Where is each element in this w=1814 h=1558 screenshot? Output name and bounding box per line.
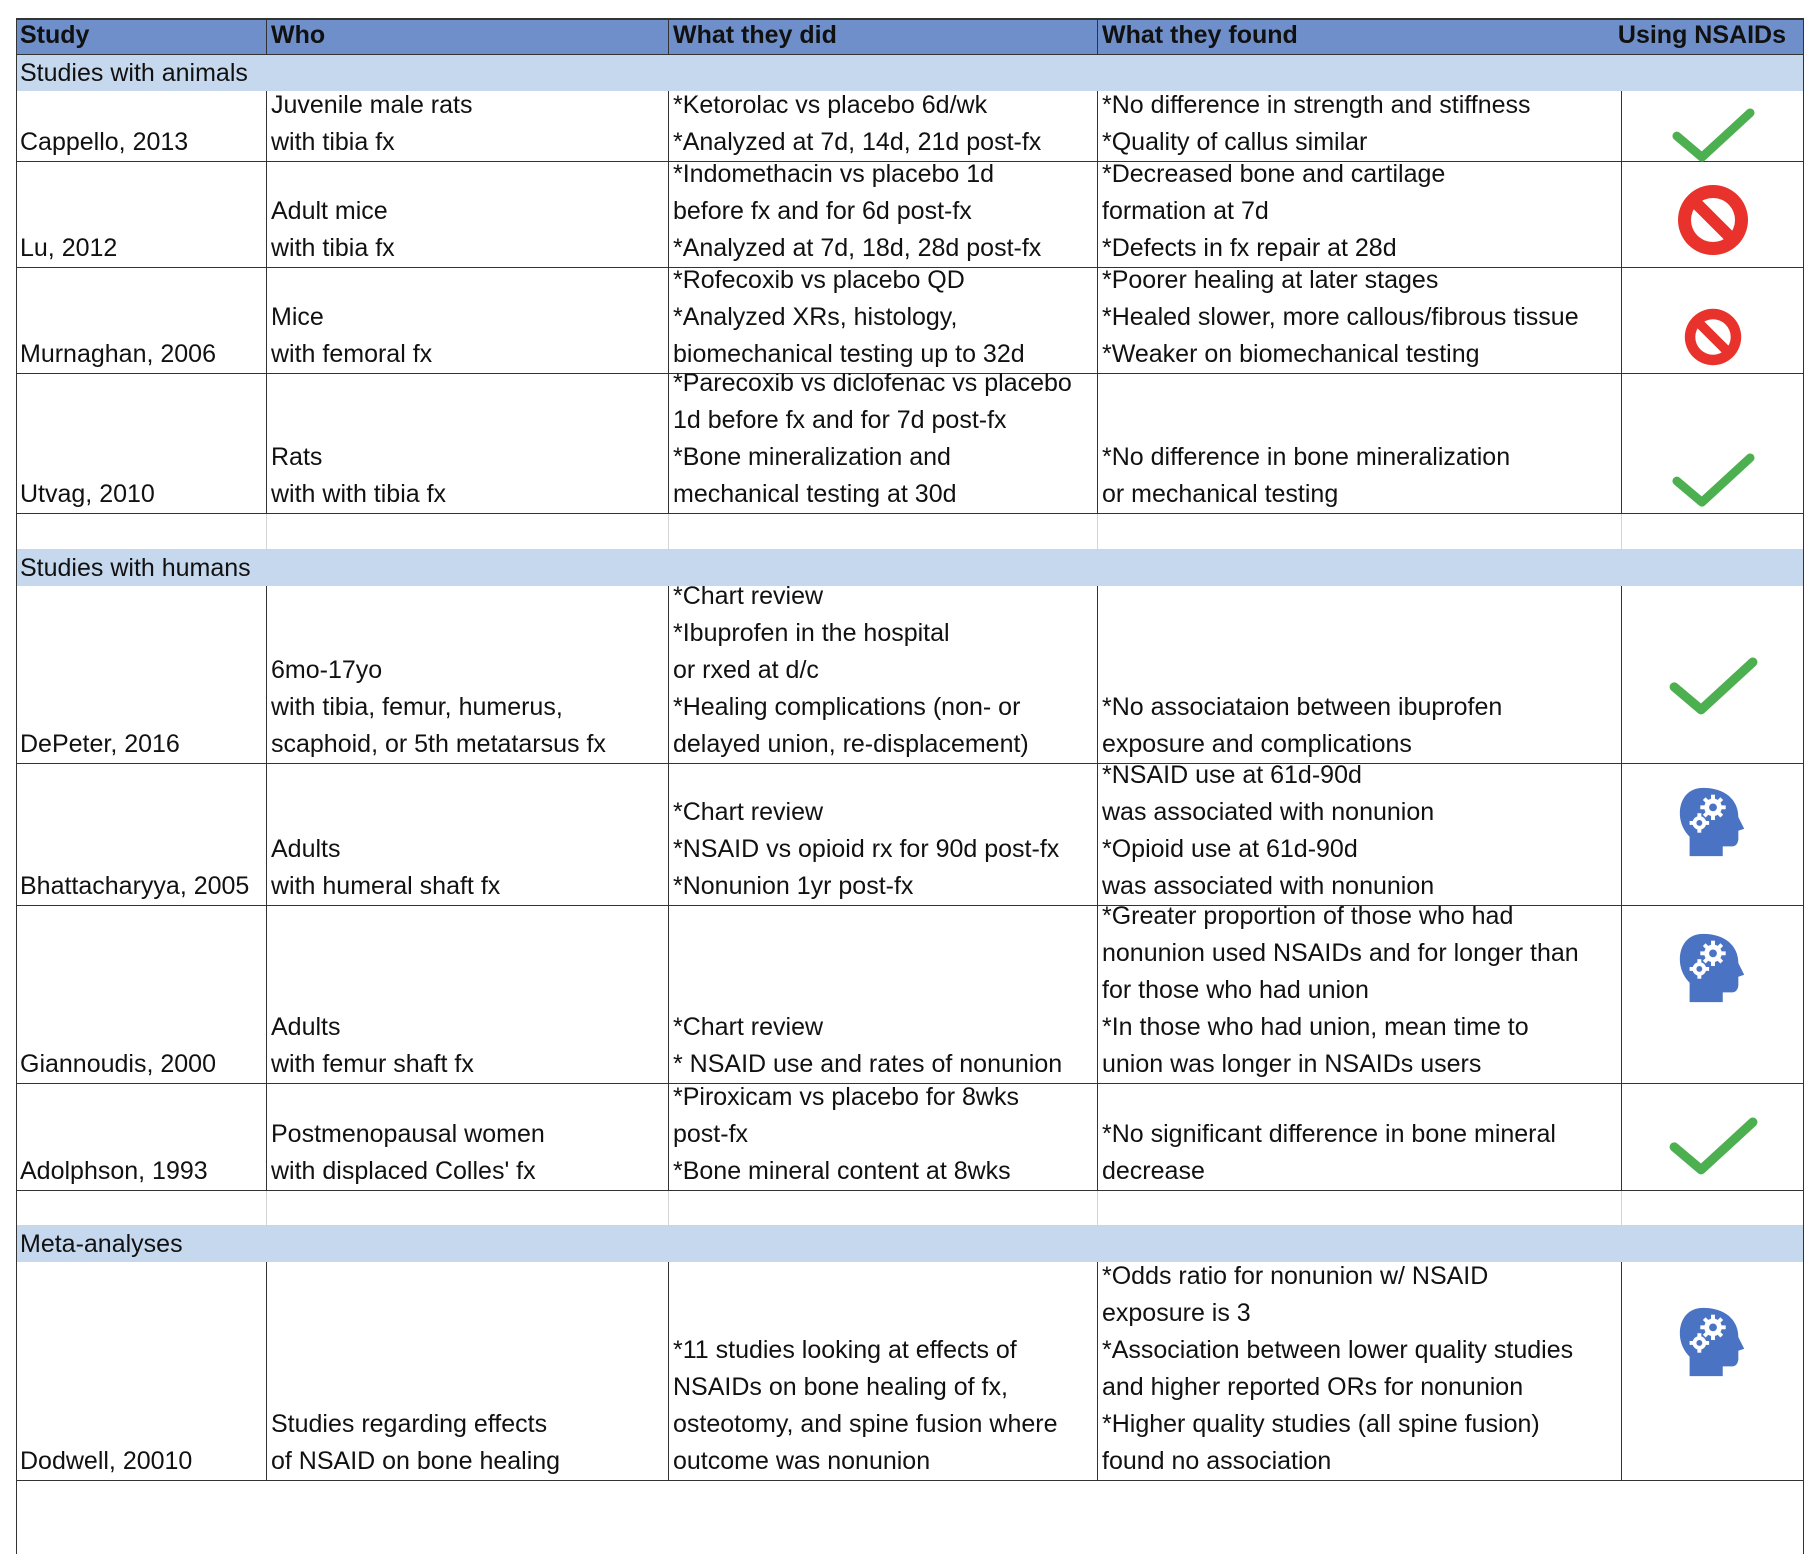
did-line: *Analyzed at 7d, 18d, 28d post-fx xyxy=(673,234,1042,262)
who-cell xyxy=(266,162,668,267)
section-title: Studies with humans xyxy=(20,554,251,582)
did-line: *Chart review xyxy=(673,582,824,610)
cell-text xyxy=(20,868,264,905)
found-line: was associated with nonunion xyxy=(1102,798,1435,826)
check-icon xyxy=(1622,107,1804,165)
cell-text xyxy=(271,439,666,513)
found-line: formation at 7d xyxy=(1102,197,1269,225)
table-row xyxy=(16,369,1804,514)
cell-text xyxy=(271,652,666,763)
cell-text xyxy=(673,1009,1095,1083)
found-line: *Higher quality studies (all spine fusion) xyxy=(1102,1410,1540,1438)
nsaid-verdict-cell xyxy=(1621,162,1804,267)
cell-text xyxy=(673,794,1095,905)
did-cell xyxy=(668,369,1097,513)
table-border-right xyxy=(1803,18,1804,1554)
nsaid-verdict-cell xyxy=(1621,374,1804,513)
thinking-head-icon xyxy=(1622,782,1804,860)
study-name: Utvag, 2010 xyxy=(20,480,155,508)
nsaid-verdict-cell xyxy=(1621,586,1804,763)
study-name: Giannoudis, 2000 xyxy=(20,1050,216,1078)
found-cell xyxy=(1097,162,1621,267)
nsaid-verdict-cell xyxy=(1621,1084,1804,1190)
header-cell-who xyxy=(266,20,668,54)
cell-text xyxy=(20,1153,264,1190)
who-cell xyxy=(266,268,668,373)
did-line: before fx and for 6d post-fx xyxy=(673,197,972,225)
who-line: with femoral fx xyxy=(271,340,433,368)
section-title: Meta-analyses xyxy=(20,1230,183,1258)
cell-text xyxy=(1102,156,1619,267)
found-line: *Poorer healing at later stages xyxy=(1102,266,1439,294)
did-line: *Bone mineral content at 8wks xyxy=(673,1157,1011,1185)
study-name: Murnaghan, 2006 xyxy=(20,340,216,368)
cell-text xyxy=(673,365,1095,513)
empty-cell xyxy=(1621,514,1804,549)
empty-cell xyxy=(266,1191,668,1225)
did-cell xyxy=(668,268,1097,373)
cell-text xyxy=(20,1046,264,1083)
did-line: NSAIDs on bone healing of fx, xyxy=(673,1373,1008,1401)
blank-row xyxy=(16,514,1804,550)
empty-cell xyxy=(1621,1191,1804,1225)
nsaid-verdict-cell xyxy=(1621,1262,1804,1480)
did-line: *Indomethacin vs placebo 1d xyxy=(673,160,995,188)
cell-text xyxy=(271,1116,666,1190)
prohibited-icon xyxy=(1622,308,1804,366)
table-row xyxy=(16,1262,1804,1481)
who-line: with tibia fx xyxy=(271,234,395,262)
did-line: 1d before fx and for 7d post-fx xyxy=(673,406,1007,434)
table-row xyxy=(16,91,1804,162)
did-line: * NSAID use and rates of nonunion xyxy=(673,1050,1063,1078)
found-line: exposure and complications xyxy=(1102,730,1412,758)
cell-text xyxy=(271,193,666,267)
cell-text xyxy=(1102,898,1619,1083)
found-line: *Decreased bone and cartilage xyxy=(1102,160,1446,188)
who-line: Juvenile male rats xyxy=(271,91,473,119)
empty-cell xyxy=(1097,1191,1621,1225)
who-line: of NSAID on bone healing xyxy=(271,1447,561,1475)
empty-cell xyxy=(1097,514,1621,549)
study-cell xyxy=(16,91,266,161)
header-cell-what-they-found xyxy=(1097,20,1621,54)
found-line: *Opioid use at 61d-90d xyxy=(1102,835,1358,863)
who-cell xyxy=(266,374,668,513)
found-cell xyxy=(1097,374,1621,513)
cell-text xyxy=(1102,87,1619,161)
study-cell xyxy=(16,268,266,373)
study-name: Adolphson, 1993 xyxy=(20,1157,208,1185)
cell-text xyxy=(271,299,666,373)
nsaid-verdict-cell xyxy=(1621,268,1804,373)
cell-text xyxy=(1102,262,1619,373)
did-cell xyxy=(668,582,1097,763)
table-row xyxy=(16,761,1804,906)
section-row-meta xyxy=(16,1226,1804,1262)
who-line: Adults xyxy=(271,835,341,863)
study-cell xyxy=(16,1262,266,1480)
did-line: *Healing complications (non- or xyxy=(673,693,1021,721)
found-line: found no association xyxy=(1102,1447,1332,1475)
found-line: *No difference in strength and stiffness xyxy=(1102,91,1531,119)
header-label: What they found xyxy=(1102,21,1298,49)
who-line: with tibia, femur, humerus, xyxy=(271,693,563,721)
who-line: with femur shaft fx xyxy=(271,1050,474,1078)
table-row xyxy=(16,1084,1804,1191)
who-cell xyxy=(266,586,668,763)
did-line: *Analyzed XRs, histology, xyxy=(673,303,958,331)
who-line: Studies regarding effects xyxy=(271,1410,548,1438)
did-line: *Chart review xyxy=(673,798,824,826)
who-line: with displaced Colles' fx xyxy=(271,1157,536,1185)
who-line: with humeral shaft fx xyxy=(271,872,501,900)
did-line: delayed union, re-displacement) xyxy=(673,730,1029,758)
section-title: Studies with animals xyxy=(20,59,248,87)
did-line: *Analyzed at 7d, 14d, 21d post-fx xyxy=(673,128,1042,156)
study-name: Dodwell, 20010 xyxy=(20,1447,193,1475)
found-line: *Quality of callus similar xyxy=(1102,128,1368,156)
found-line: exposure is 3 xyxy=(1102,1299,1251,1327)
cell-text xyxy=(1102,757,1619,905)
study-cell xyxy=(16,1084,266,1190)
found-line: was associated with nonunion xyxy=(1102,872,1435,900)
study-cell xyxy=(16,764,266,905)
check-icon xyxy=(1622,656,1804,718)
found-cell xyxy=(1097,1262,1621,1480)
did-line: *Parecoxib vs diclofenac vs placebo xyxy=(673,369,1072,397)
found-cell xyxy=(1097,761,1621,905)
did-line: *11 studies looking at effects of xyxy=(673,1336,1017,1364)
empty-cell xyxy=(668,514,1097,549)
did-cell xyxy=(668,764,1097,905)
found-line: *NSAID use at 61d-90d xyxy=(1102,761,1362,789)
did-line: post-fx xyxy=(673,1120,749,1148)
who-cell xyxy=(266,906,668,1083)
table-row xyxy=(16,268,1804,374)
found-cell xyxy=(1097,268,1621,373)
who-line: scaphoid, or 5th metatarsus fx xyxy=(271,730,606,758)
found-line: union was longer in NSAIDs users xyxy=(1102,1050,1482,1078)
did-line: *Ibuprofen in the hospital xyxy=(673,619,950,647)
cell-text xyxy=(1102,1116,1619,1190)
table-row xyxy=(16,162,1804,268)
who-line: 6mo-17yo xyxy=(271,656,383,684)
cell-text xyxy=(20,124,264,161)
found-line: *Greater proportion of those who had xyxy=(1102,902,1514,930)
empty-cell xyxy=(266,514,668,549)
found-cell xyxy=(1097,1084,1621,1190)
study-name: DePeter, 2016 xyxy=(20,730,180,758)
cell-text xyxy=(673,578,1095,763)
cell-text xyxy=(673,1079,1095,1190)
who-cell xyxy=(266,1084,668,1190)
who-line: Adults xyxy=(271,1013,341,1041)
cell-text xyxy=(673,156,1095,267)
study-cell xyxy=(16,374,266,513)
cell-text xyxy=(271,831,666,905)
cell-text xyxy=(1102,1258,1619,1480)
section-row-animals xyxy=(16,55,1804,91)
did-line: *NSAID vs opioid rx for 90d post-fx xyxy=(673,835,1060,863)
table-border-left xyxy=(16,18,17,1554)
found-line: *In those who had union, mean time to xyxy=(1102,1013,1529,1041)
did-line: biomechanical testing up to 32d xyxy=(673,340,1025,368)
cell-text xyxy=(1102,439,1619,513)
did-line: *Rofecoxib vs placebo QD xyxy=(673,266,965,294)
empty-cell xyxy=(16,514,266,549)
cell-text xyxy=(20,726,264,763)
header-cell-what-they-did xyxy=(668,20,1097,54)
did-line: outcome was nonunion xyxy=(673,1447,931,1475)
who-line: with with tibia fx xyxy=(271,480,447,508)
cell-text xyxy=(1102,689,1619,763)
did-line: mechanical testing at 30d xyxy=(673,480,957,508)
who-cell xyxy=(266,1262,668,1480)
who-line: with tibia fx xyxy=(271,128,395,156)
found-line: *Defects in fx repair at 28d xyxy=(1102,234,1397,262)
found-cell xyxy=(1097,91,1621,161)
thinking-head-icon xyxy=(1622,1302,1804,1380)
cell-text xyxy=(20,230,264,267)
found-line: or mechanical testing xyxy=(1102,480,1339,508)
found-line: *Odds ratio for nonunion w/ NSAID xyxy=(1102,1262,1489,1290)
header-label: Who xyxy=(271,21,326,49)
found-cell xyxy=(1097,902,1621,1083)
table-row xyxy=(16,902,1804,1084)
blank-row xyxy=(16,1191,1804,1226)
found-line: *No difference in bone mineralization xyxy=(1102,443,1511,471)
cell-text xyxy=(20,336,264,373)
who-line: Postmenopausal women xyxy=(271,1120,545,1148)
header-label: Using NSAIDs xyxy=(1617,21,1786,49)
found-line: *Weaker on biomechanical testing xyxy=(1102,340,1480,368)
found-line: and higher reported ORs for nonunion xyxy=(1102,1373,1524,1401)
cell-text xyxy=(673,87,1095,161)
cell-text xyxy=(271,1406,666,1480)
found-line: *No associataion between ibuprofen xyxy=(1102,693,1503,721)
check-icon xyxy=(1622,1116,1804,1178)
did-line: *Nonunion 1yr post-fx xyxy=(673,872,914,900)
did-cell xyxy=(668,162,1097,267)
did-line: *Ketorolac vs placebo 6d/wk xyxy=(673,91,988,119)
study-cell xyxy=(16,906,266,1083)
cell-text xyxy=(673,1332,1095,1480)
who-cell xyxy=(266,764,668,905)
cell-text xyxy=(673,262,1095,373)
table-header xyxy=(16,18,1804,55)
cell-text xyxy=(271,87,666,161)
who-cell xyxy=(266,91,668,161)
did-line: *Chart review xyxy=(673,1013,824,1041)
thinking-head-icon xyxy=(1622,928,1804,1006)
check-icon xyxy=(1622,452,1804,510)
did-line: osteotomy, and spine fusion where xyxy=(673,1410,1058,1438)
did-cell xyxy=(668,1084,1097,1190)
header-cell-study xyxy=(16,20,266,54)
table-row xyxy=(16,582,1804,764)
cell-text xyxy=(271,1009,666,1083)
empty-cell xyxy=(668,1191,1097,1225)
study-cell xyxy=(16,586,266,763)
nsaid-verdict-cell xyxy=(1621,91,1804,161)
did-cell xyxy=(668,91,1097,161)
found-line: *No significant difference in bone mineral xyxy=(1102,1120,1556,1148)
study-name: Bhattacharyya, 2005 xyxy=(20,872,250,900)
study-name: Lu, 2012 xyxy=(20,234,118,262)
found-line: *Association between lower quality studies xyxy=(1102,1336,1574,1364)
header-label: Study xyxy=(20,21,90,49)
did-line: *Bone mineralization and xyxy=(673,443,951,471)
did-line: *Piroxicam vs placebo for 8wks xyxy=(673,1083,1019,1111)
nsaid-verdict-cell xyxy=(1621,906,1804,1083)
who-line: Adult mice xyxy=(271,197,388,225)
nsaid-verdict-cell xyxy=(1621,764,1804,905)
did-line: or rxed at d/c xyxy=(673,656,819,684)
who-line: Mice xyxy=(271,303,324,331)
found-line: nonunion used NSAIDs and for longer than xyxy=(1102,939,1579,967)
header-label: What they did xyxy=(673,21,837,49)
study-cell xyxy=(16,162,266,267)
cell-text xyxy=(20,476,264,513)
prohibited-icon xyxy=(1622,184,1804,256)
header-cell-using-nsaids xyxy=(1617,20,1804,54)
did-cell xyxy=(668,1262,1097,1480)
found-line: decrease xyxy=(1102,1157,1205,1185)
empty-cell xyxy=(16,1191,266,1225)
cell-text xyxy=(20,1443,264,1480)
found-cell xyxy=(1097,586,1621,763)
who-line: Rats xyxy=(271,443,323,471)
found-line: for those who had union xyxy=(1102,976,1369,1004)
found-line: *Healed slower, more callous/fibrous tissue xyxy=(1102,303,1579,331)
study-name: Cappello, 2013 xyxy=(20,128,189,156)
did-cell xyxy=(668,906,1097,1083)
